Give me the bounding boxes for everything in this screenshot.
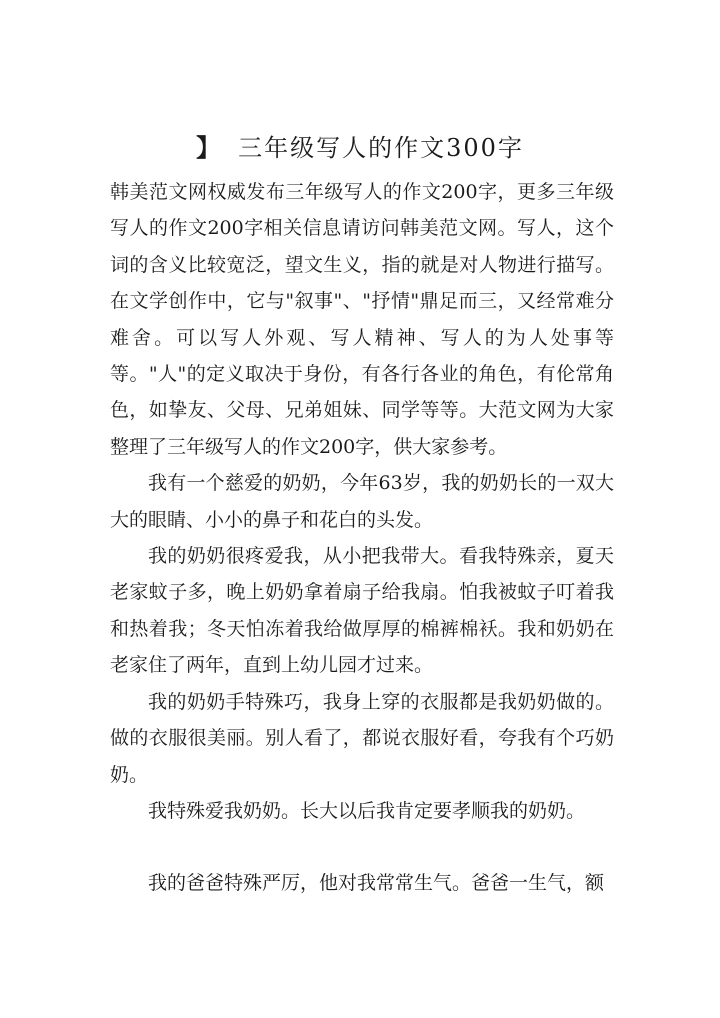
paragraph-gap xyxy=(110,829,614,865)
paragraph-grandma-care: 我的奶奶很疼爱我，从小把我带大。看我特殊亲，夏天老家蚊子多，晚上奶奶拿着扇子给我扇。怕我被蚊子叮着我和热着我；冬天怕冻着我给做厚厚的棉裤棉袄。我和奶奶在老家住了两年，直到上幼儿园才过来。 xyxy=(110,545,614,677)
document-body xyxy=(110,174,614,902)
document-title xyxy=(0,128,720,168)
title-bracket: 】 xyxy=(196,133,223,163)
intro-paragraph: 韩美范文网权威发布三年级写人的作文200字，更多三年级写人的作文200字相关信息请访问韩美范文网。写人，这个词的含义比较宽泛，望文生义，指的就是对人物进行描写。在文学创作中，它与"叙事"、"抒情"鼎足而三，又经常难分难舍。可以写人外观、写人精神、写人的为人处事等等。"人"的定义取决于身份，有各行各业的角色，有伦常角色，如挚友、父母、兄弟姐妹、同学等等。大范文网为大家整理了三年级写人的作文200字，供大家参考。 xyxy=(110,181,614,458)
paragraph-grandma-looks: 我有一个慈爱的奶奶，今年63岁，我的奶奶长的一双大大的眼睛、小小的鼻子和花白的头发。 xyxy=(110,472,614,531)
paragraph-father: 我的爸爸特殊严厉，他对我常常生气。爸爸一生气，额 xyxy=(148,872,605,895)
paragraph-grandma-skill: 我的奶奶手特殊巧，我身上穿的衣服都是我奶奶做的。做的衣服很美丽。别人看了，都说衣服好看，夸我有个巧奶奶。 xyxy=(110,690,614,786)
paragraph-grandma-love: 我特殊爱我奶奶。长大以后我肯定要孝顺我的奶奶。 xyxy=(148,799,586,822)
title-text: 三年级写人的作文300字 xyxy=(238,134,524,163)
